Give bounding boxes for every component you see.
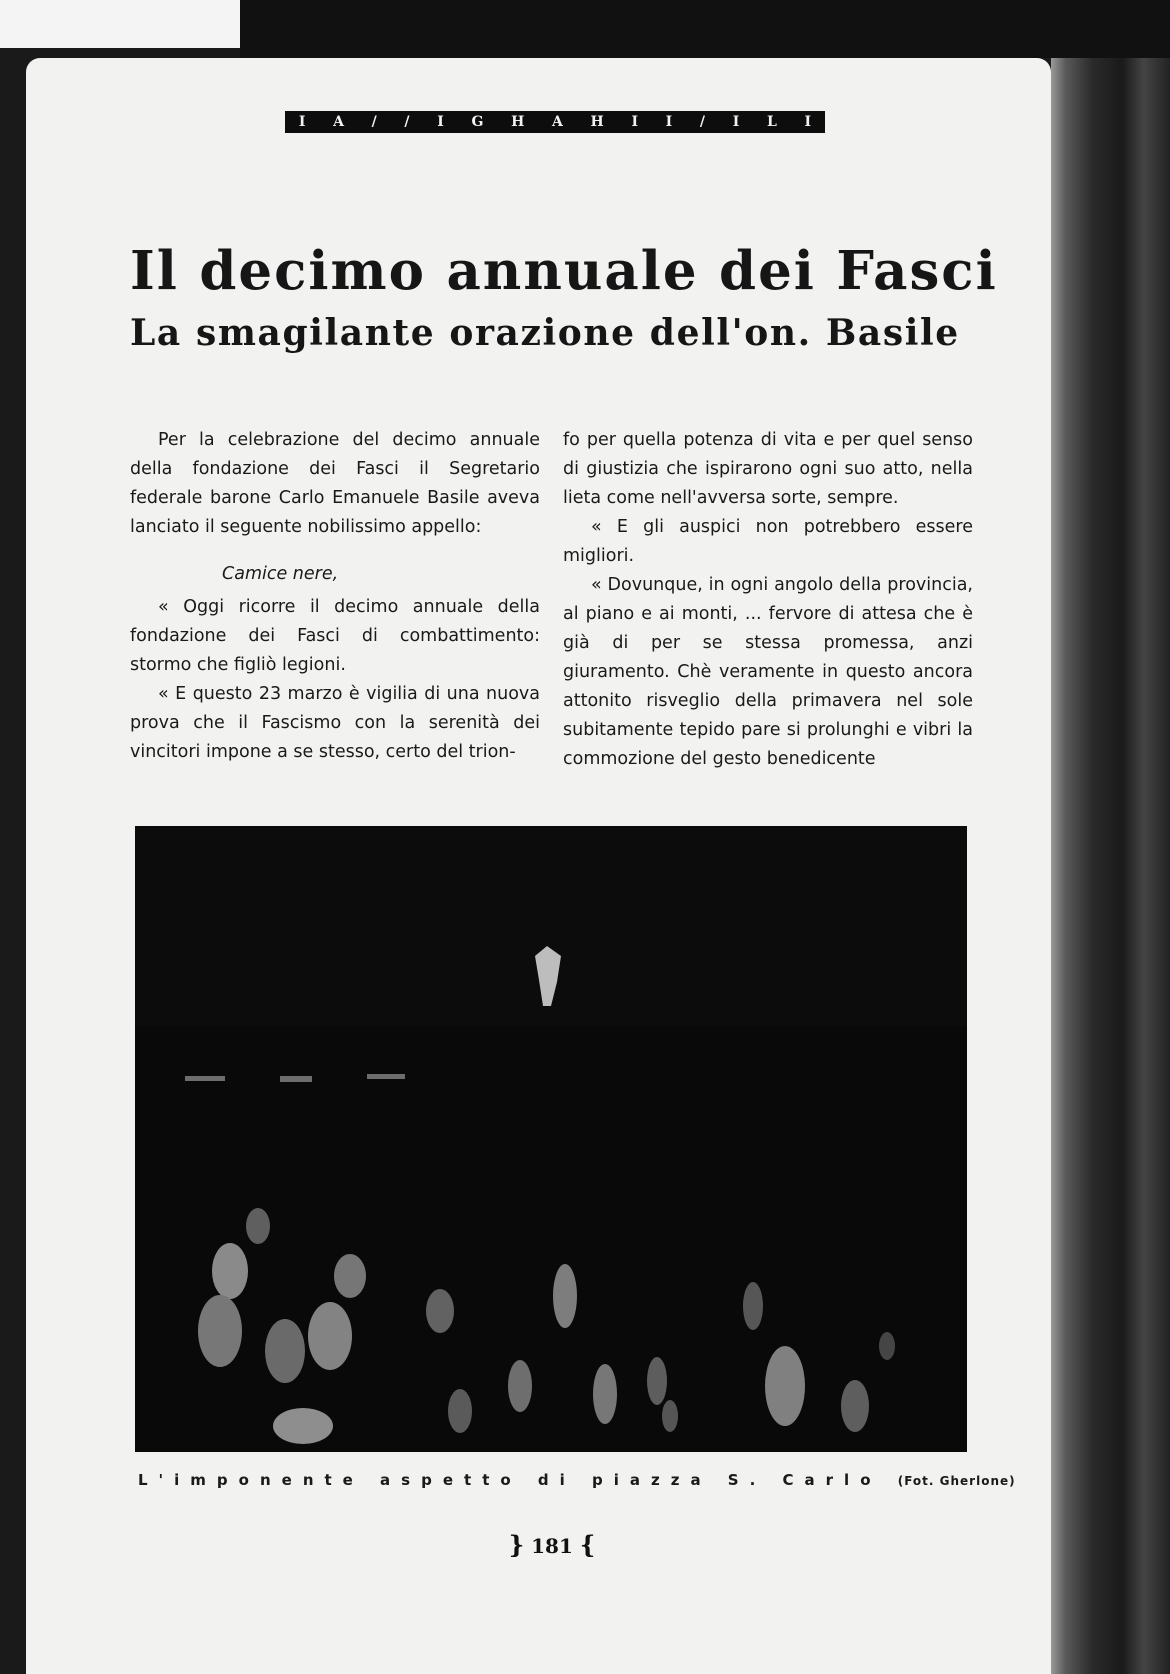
page-number-folio xyxy=(502,1530,602,1559)
night-crowd-image xyxy=(135,826,967,1452)
folio-ornament-right: { xyxy=(579,1530,596,1559)
header-letter: G xyxy=(471,114,484,130)
header-letter: I xyxy=(298,114,306,130)
header-letter: A xyxy=(333,114,344,130)
header-letter: / xyxy=(404,114,410,130)
header-letter: I xyxy=(631,114,638,130)
book-spine-edge xyxy=(1051,58,1170,1674)
page-number: 181 xyxy=(531,1534,573,1558)
section-header-band xyxy=(285,111,825,133)
header-letter: L xyxy=(766,114,777,130)
paragraph: « Dovunque, in ogni angolo della provincia, al piano e ai monti, ... fervore di attesa che è già di per se stessa promessa, anzi giuramento. Chè veramente in questo ancora attonito risveglio della primavera nel sole subitamente tepido pare si prolunghi e vibri la commozione del gesto benedicente xyxy=(563,575,973,769)
header-letter: I xyxy=(732,114,740,130)
crowd-photograph xyxy=(135,826,967,1452)
scan-dark-edge xyxy=(240,0,1170,58)
paragraph: « Oggi ricorre il decimo annuale della fondazione dei Fasci di combattimento: stormo che figliò legioni. xyxy=(130,597,540,675)
article-title: Il decimo annuale dei Fasci xyxy=(130,240,998,302)
salutation: Camice nere, xyxy=(222,564,339,584)
paragraph: fo per quella potenza di vita e per quel senso di giustizia che ispirarono ogni suo atto, nella lieta come nell'avversa sorte, sempre. xyxy=(563,430,973,508)
paragraph: « E questo 23 marzo è vigilia di una nuova prova che il Fascismo con la serenità dei vincitori impone a se stesso, certo del trion- xyxy=(130,684,540,762)
article-subtitle: La smagilante orazione dell'on. Basile xyxy=(130,312,960,354)
header-letter: I xyxy=(804,114,812,130)
paragraph: Per la celebrazione del decimo annuale della fondazione dei Fasci il Segretario federale barone Carlo Emanuele Basile aveva lanciato il seguente nobilissimo appello: xyxy=(130,430,540,537)
header-letter: / xyxy=(699,114,706,130)
header-letter: A xyxy=(551,114,563,130)
header-letter: I xyxy=(437,114,444,130)
folio-ornament-left: } xyxy=(508,1530,525,1559)
header-letter: H xyxy=(590,114,604,130)
header-letter: H xyxy=(511,114,525,130)
text-column-right xyxy=(563,426,973,774)
photo-caption xyxy=(138,1471,1016,1489)
caption-text: L'imponente aspetto di piazza S. Carlo xyxy=(138,1471,882,1489)
photo-credit: (Fot. Gherlone) xyxy=(897,1474,1016,1488)
header-letter: I xyxy=(665,114,673,130)
scan-margin-corner xyxy=(0,0,240,48)
header-letter: / xyxy=(371,114,377,130)
paragraph: « E gli auspici non potrebbero essere migliori. xyxy=(563,517,973,566)
text-column-left xyxy=(130,426,540,767)
